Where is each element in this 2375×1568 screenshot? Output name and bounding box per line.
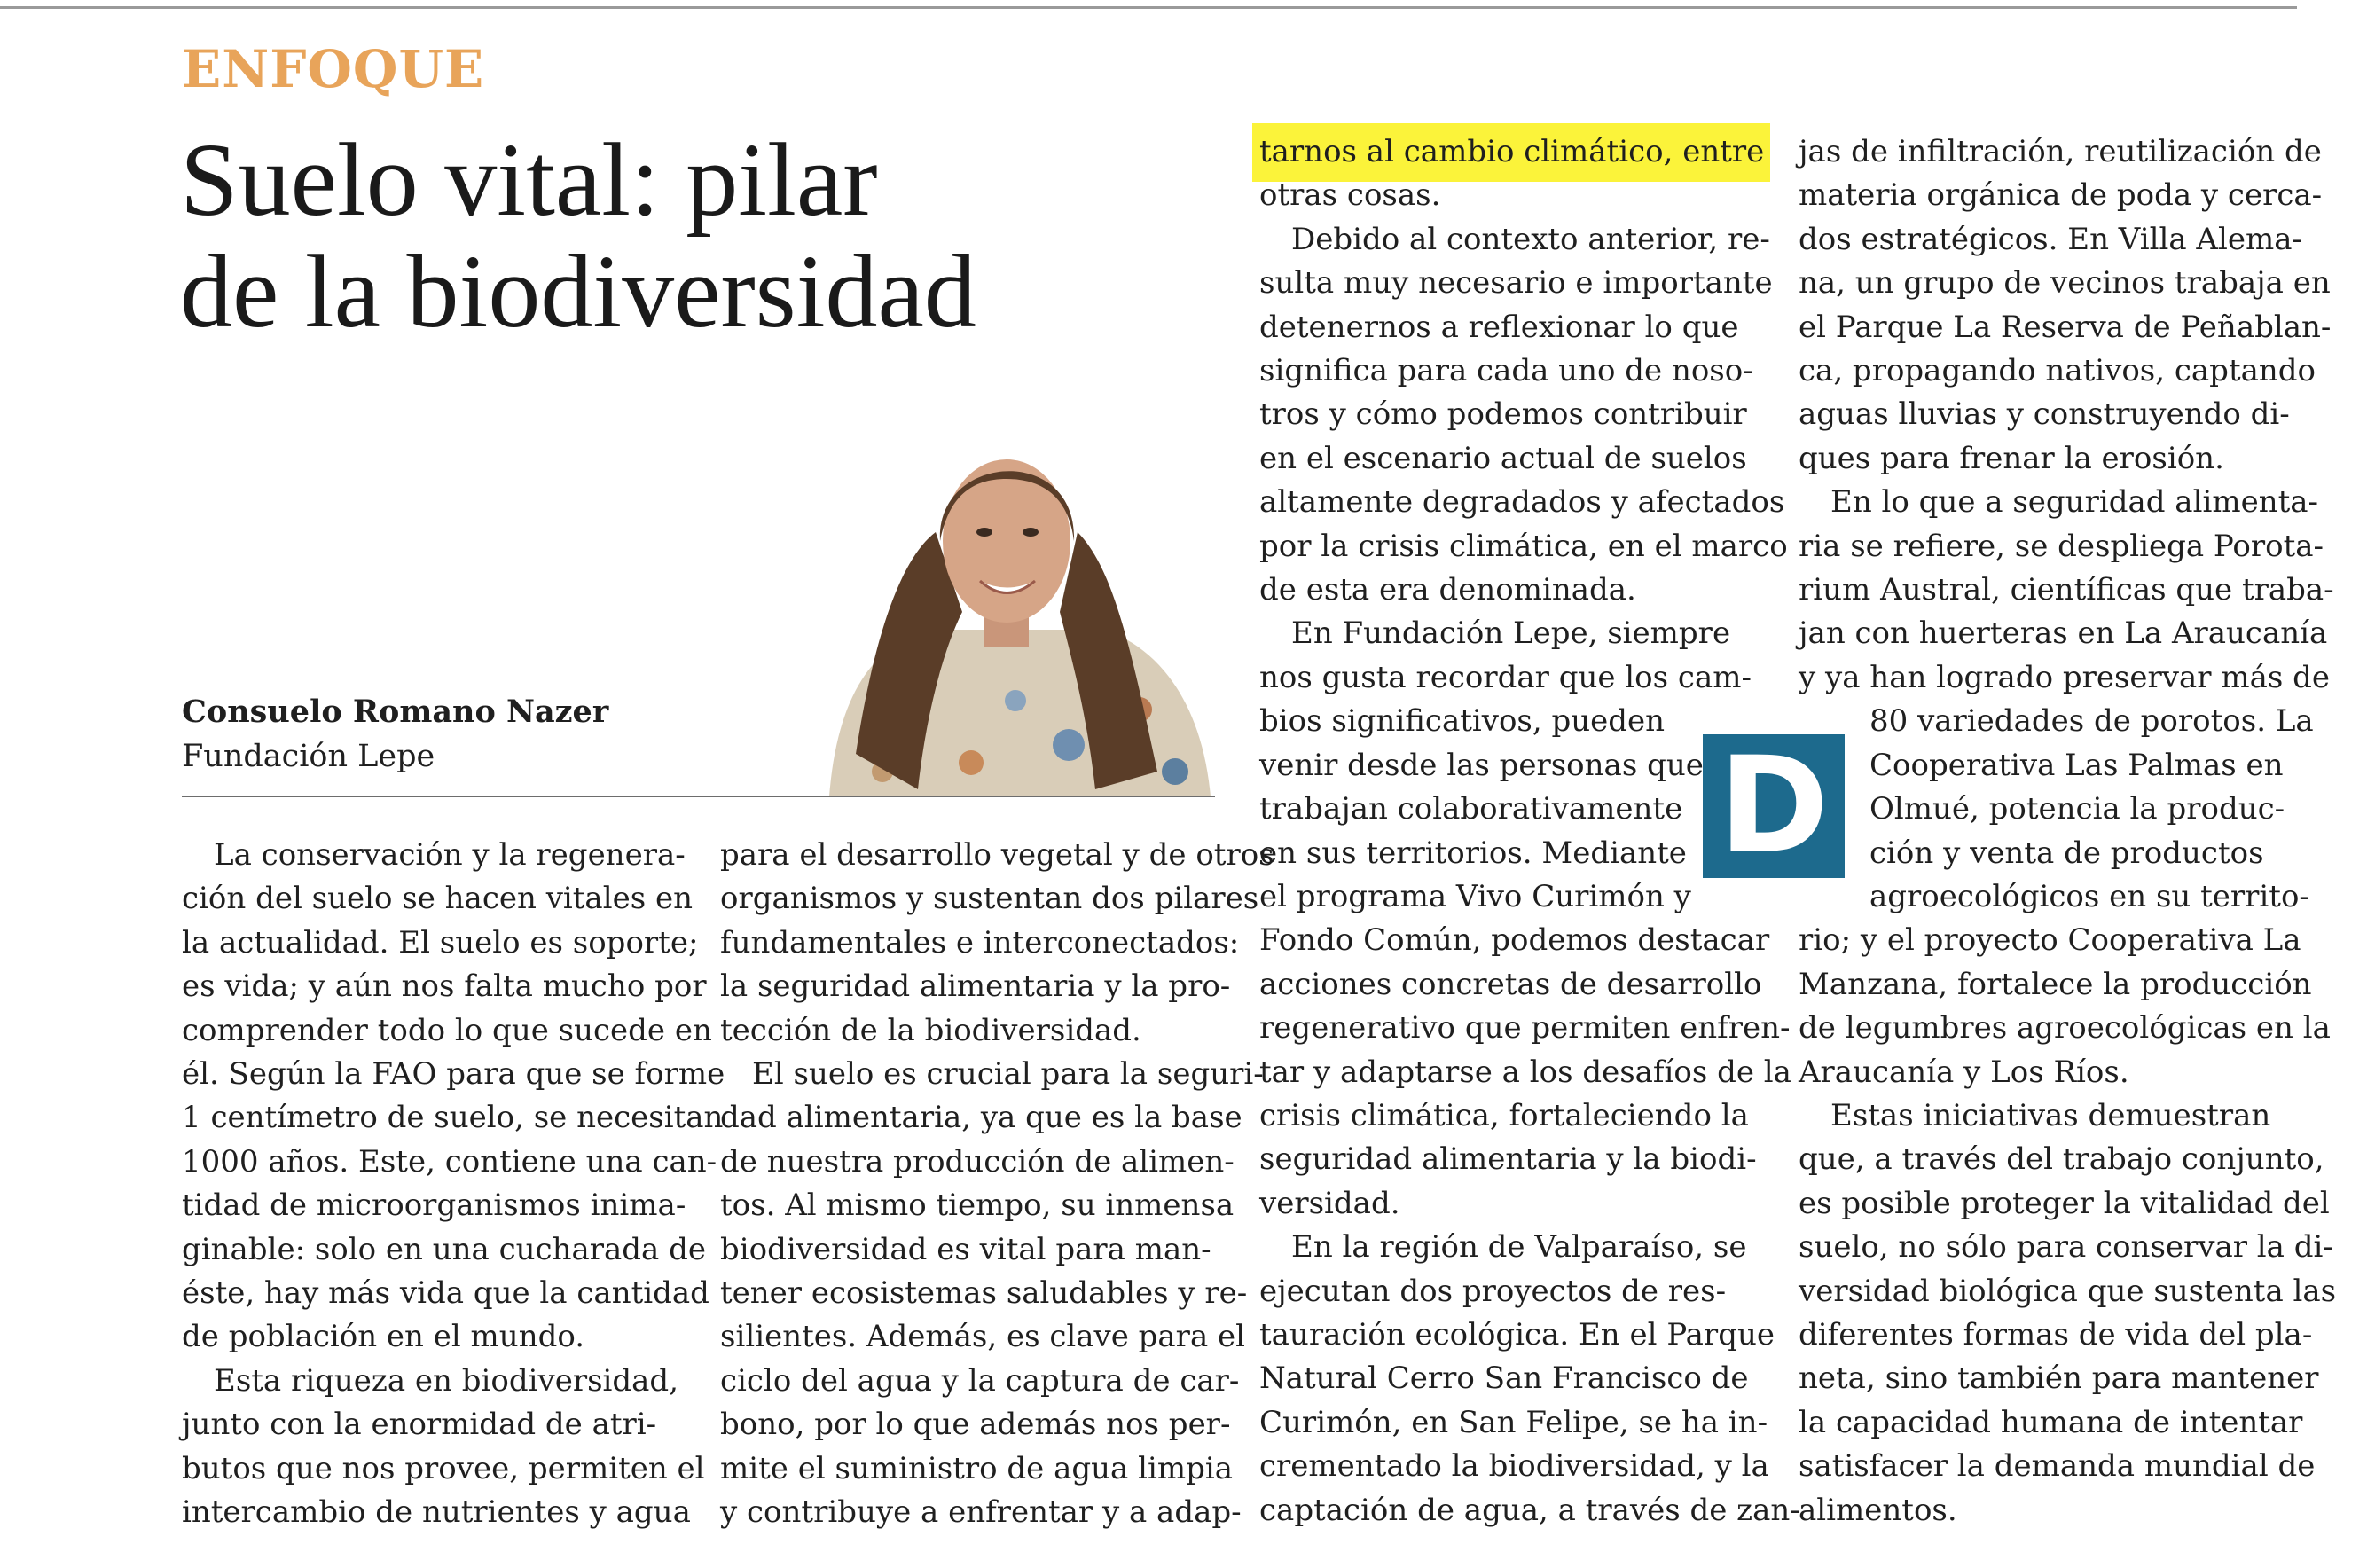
- article-column-3: [1259, 130, 1800, 1533]
- text-line: en sus territorios. Mediante: [1259, 835, 1687, 871]
- text-line: biodiversidad es vital para man-: [720, 1231, 1211, 1267]
- text-line: trabajan colaborativamente: [1259, 791, 1683, 827]
- text-line: rio; y el proyecto Cooperativa La: [1799, 922, 2301, 959]
- text-line: suelo, no sólo para conservar la di-: [1799, 1229, 2333, 1266]
- text-line: alimentos.: [1799, 1492, 1957, 1528]
- text-line: rium Austral, científicas que traba-: [1799, 572, 2334, 608]
- text-line: tidad de microorganismos inima-: [182, 1188, 686, 1224]
- text-line: La conservación y la regenera-: [214, 837, 686, 873]
- text-line: 1000 años. Este, contiene una can-: [182, 1143, 717, 1180]
- text-line: de población en el mundo.: [182, 1319, 585, 1355]
- text-line: regenerativo que permiten enfren-: [1259, 1010, 1791, 1047]
- text-line: él. Según la FAO para que se forme: [182, 1056, 725, 1093]
- text-line: tener ecosistemas saludables y re-: [720, 1275, 1248, 1312]
- text-line: el programa Vivo Curimón y: [1259, 878, 1691, 914]
- text-line: altamente degradados y afectados: [1259, 484, 1785, 521]
- text-line: diferentes formas de vida del pla-: [1799, 1316, 2313, 1352]
- byline: [182, 690, 608, 779]
- text-line: El suelo es crucial para la seguri-: [752, 1056, 1264, 1093]
- text-line: la capacidad humana de intentar: [1799, 1404, 2303, 1440]
- text-line: significa para cada uno de noso-: [1259, 353, 1753, 389]
- text-line: Curimón, en San Felipe, se ha in-: [1259, 1404, 1768, 1440]
- text-line: tros y cómo podemos contribuir: [1259, 396, 1747, 433]
- text-line: satisfacer la demanda mundial de: [1799, 1448, 2316, 1485]
- text-line: acciones concretas de desarrollo: [1259, 966, 1762, 1002]
- text-line: ca, propagando nativos, captando: [1799, 353, 2316, 389]
- text-line: Araucanía y Los Ríos.: [1799, 1054, 2129, 1090]
- text-line: Cooperativa Las Palmas en: [1869, 747, 2284, 783]
- text-line: agroecológicos en su territo-: [1869, 878, 2309, 914]
- text-line: detenernos a reflexionar lo que: [1259, 309, 1739, 345]
- text-line: 80 variedades de porotos. La: [1869, 703, 2314, 740]
- section-divider: [182, 796, 1215, 797]
- text-line: captación de agua, a través de zan-: [1259, 1492, 1800, 1528]
- text-line: neta, sino también para mantener: [1799, 1360, 2319, 1397]
- text-line: y contribuye a enfrentar y a adap-: [720, 1494, 1242, 1531]
- text-line: Fondo Común, podemos destacar: [1259, 922, 1770, 959]
- text-line: tección de la biodiversidad.: [720, 1012, 1141, 1048]
- text-line: jan con huerteras en La Araucanía: [1799, 615, 2328, 652]
- text-line: Natural Cerro San Francisco de: [1259, 1360, 1749, 1397]
- text-line: tar y adaptarse a los desafíos de la: [1259, 1054, 1791, 1090]
- section-kicker: ENFOQUE: [182, 39, 485, 99]
- text-line: mite el suministro de agua limpia: [720, 1450, 1233, 1486]
- text-line: Olmué, potencia la produc-: [1869, 791, 2285, 827]
- text-line: ginable: solo en una cucharada de: [182, 1231, 706, 1267]
- text-line: el Parque La Reserva de Peñablan-: [1799, 309, 2332, 345]
- headline-line-1: Suelo vital: pilar: [180, 122, 878, 238]
- top-rule: [0, 6, 2297, 9]
- text-line: venir desde las personas que: [1259, 747, 1704, 783]
- text-line: 1 centímetro de suelo, se necesitan: [182, 1100, 724, 1136]
- headline-line-2: de la biodiversidad: [180, 233, 976, 349]
- text-line: de legumbres agroecológicas en la: [1799, 1010, 2331, 1047]
- text-line: Esta riqueza en biodiversidad,: [214, 1362, 678, 1399]
- text-line: dos estratégicos. En Villa Alema-: [1799, 221, 2302, 257]
- portrait-illustration: [803, 417, 1211, 796]
- text-line: na, un grupo de vecinos trabaja en: [1799, 265, 2331, 302]
- text-line: es vida; y aún nos falta mucho por: [182, 968, 707, 1005]
- text-line: versidad.: [1259, 1185, 1400, 1221]
- text-line: En lo que a seguridad alimenta-: [1830, 484, 2319, 521]
- text-line: nos gusta recordar que los cam-: [1259, 659, 1752, 695]
- text-line: bios significativos, pueden: [1259, 703, 1666, 740]
- article-column-2: [720, 834, 1274, 1535]
- text-line: bono, por lo que además nos per-: [720, 1407, 1231, 1443]
- text-line: para el desarrollo vegetal y de otros: [720, 837, 1274, 873]
- text-line: de esta era denominada.: [1259, 572, 1636, 608]
- text-line: En la región de Valparaíso, se: [1291, 1229, 1747, 1266]
- text-line: es posible proteger la vitalidad del: [1799, 1185, 2330, 1221]
- text-line: ción y venta de productos: [1869, 835, 2264, 871]
- text-line: butos que nos provee, permiten el: [182, 1450, 705, 1486]
- text-line: ción del suelo se hacen vitales en: [182, 881, 693, 917]
- article-column-4: [1799, 130, 2337, 1533]
- text-line: la actualidad. El suelo es soporte;: [182, 924, 699, 960]
- author-portrait: [803, 417, 1211, 796]
- text-line: que, a través del trabajo conjunto,: [1799, 1141, 2324, 1178]
- author-organization: Fundación Lepe: [182, 739, 435, 774]
- text-line: fundamentales e interconectados:: [720, 924, 1240, 960]
- text-line: ques para frenar la erosión.: [1799, 440, 2224, 476]
- text-line: crementado la biodiversidad, y la: [1259, 1448, 1769, 1485]
- text-line: otras cosas.: [1259, 177, 1441, 214]
- text-line: silientes. Además, es clave para el: [720, 1319, 1246, 1355]
- text-line: la seguridad alimentaria y la pro-: [720, 968, 1231, 1005]
- text-line: jas de infiltración, reutilización de: [1799, 134, 2322, 169]
- article-column-1: [182, 834, 725, 1535]
- text-line: tauración ecológica. En el Parque: [1259, 1316, 1775, 1352]
- text-line: crisis climática, fortaleciendo la: [1259, 1097, 1749, 1133]
- highlighted-text-line: tarnos al cambio climático, entre: [1259, 134, 1765, 169]
- text-line: dad alimentaria, ya que es la base: [720, 1100, 1242, 1136]
- text-line: Manzana, fortalece la producción: [1799, 966, 2312, 1002]
- text-line: sulta muy necesario e importante: [1259, 265, 1773, 302]
- text-line: organismos y sustentan dos pilares: [720, 881, 1259, 917]
- text-line: ejecutan dos proyectos de res-: [1259, 1273, 1727, 1309]
- text-line: tos. Al mismo tiempo, su inmensa: [720, 1188, 1235, 1224]
- text-line: Estas iniciativas demuestran: [1830, 1097, 2271, 1133]
- text-line: y ya han logrado preservar más de: [1799, 659, 2331, 695]
- text-line: versidad biológica que sustenta las: [1799, 1273, 2337, 1309]
- drop-cap: D: [1703, 734, 1845, 878]
- text-line: éste, hay más vida que la cantidad: [182, 1275, 709, 1312]
- text-line: junto con la enormidad de atri-: [182, 1407, 657, 1443]
- text-line: intercambio de nutrientes y agua: [182, 1494, 691, 1531]
- text-line: materia orgánica de poda y cerca-: [1799, 177, 2323, 214]
- text-line: de nuestra producción de alimen-: [720, 1143, 1235, 1180]
- text-line: aguas lluvias y construyendo di-: [1799, 396, 2290, 433]
- text-line: por la crisis climática, en el marco: [1259, 528, 1788, 564]
- author-name: Consuelo Romano Nazer: [182, 694, 609, 730]
- article-headline: [180, 124, 1200, 348]
- text-line: ria se refiere, se despliega Porota-: [1799, 528, 2324, 564]
- text-line: seguridad alimentaria y la biodi-: [1259, 1141, 1757, 1178]
- text-line: comprender todo lo que sucede en: [182, 1012, 712, 1048]
- text-line: en el escenario actual de suelos: [1259, 440, 1747, 476]
- text-line: Debido al contexto anterior, re-: [1291, 221, 1770, 257]
- text-line: ciclo del agua y la captura de car-: [720, 1362, 1240, 1399]
- text-line: En Fundación Lepe, siempre: [1291, 615, 1731, 652]
